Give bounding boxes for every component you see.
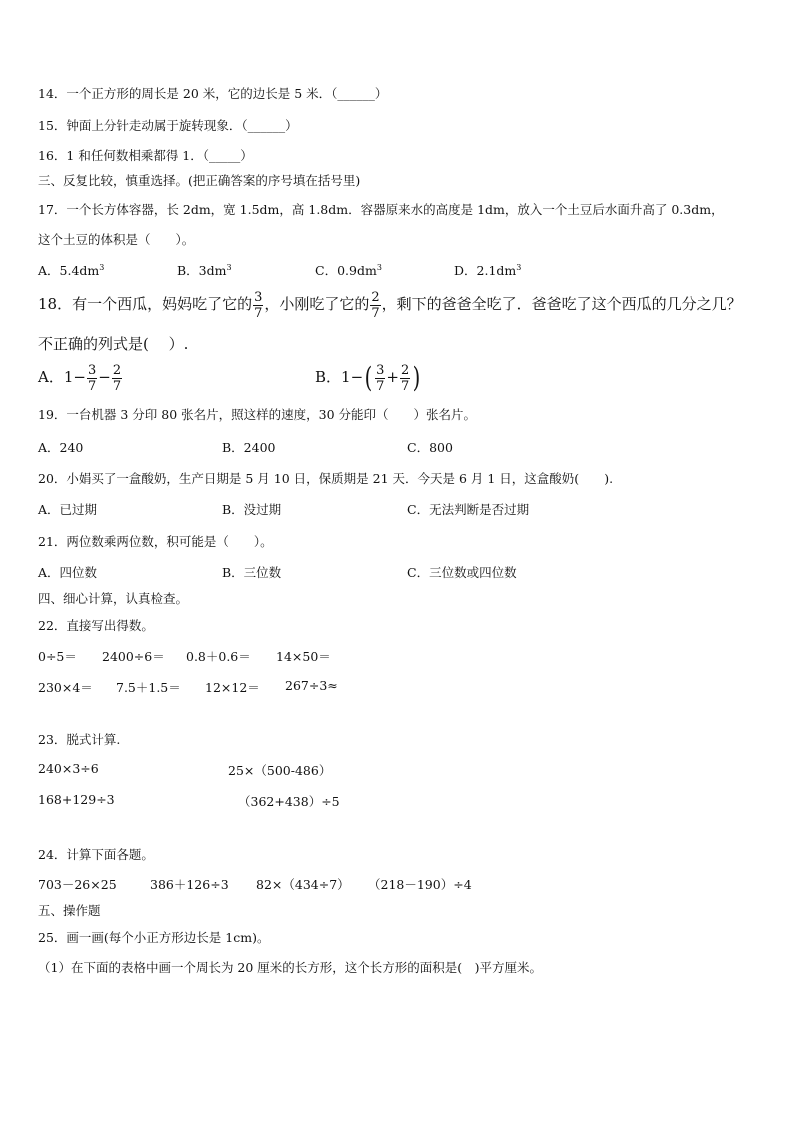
q17-option-d: D．$2.1dm^3$ [454, 263, 522, 278]
fraction-2-7: $\frac{2}{7}$ [371, 289, 380, 321]
question-16: 16．1 和任何数相乘都得 1．（_____） [38, 148, 253, 163]
question-17-line2: 这个土豆的体积是（ ）。 [38, 232, 195, 247]
q20-option-b: B．没过期 [222, 502, 282, 517]
q17-option-c: C．$0.9dm^3$ [315, 263, 382, 278]
question-18-line1: 18．有一个西瓜，妈妈吃了它的 $\frac{3}{7}$ ，小刚吃了它的 $\frac{2}{7}$ ，剩下的爸爸全吃了．爸爸吃了这个西瓜的几分之几？ [38, 289, 742, 321]
question-19-stem: 19．一台机器 3 分印 80 张名片，照这样的速度，30 分能印（ ）张名片。 [38, 407, 477, 422]
fraction-3-7: $\frac{3}{7}$ [254, 289, 263, 321]
q20-option-a: A．已过期 [38, 502, 98, 517]
q22-item: 0÷5＝ [38, 649, 77, 664]
q23-item: （362+438）÷5 [238, 794, 340, 809]
q22-item: 12×12＝ [205, 680, 260, 695]
question-14: 14．一个正方形的周长是 20 米，它的边长是 5 米．（______） [38, 86, 388, 101]
q23-item: 240×3÷6 [38, 761, 99, 776]
section-3-heading: 三、反复比较，慎重选择。(把正确答案的序号填在括号里) [38, 173, 361, 188]
q22-item: 14×50＝ [276, 649, 331, 664]
q22-item: 230×4＝ [38, 680, 93, 695]
q24-item: 703－26×25 [38, 877, 117, 892]
q22-item: 2400÷6＝ [102, 649, 165, 664]
question-17-line1: 17．一个长方体容器，长 2dm，宽 1.5dm，高 1.8dm．容器原来水的高度是 1dm，放入一个土豆后水面升高了 0.3dm， [38, 202, 724, 217]
q24-item: 82×（434÷7） [256, 877, 350, 892]
q19-option-b: B．2400 [222, 440, 276, 455]
section-5-heading: 五、操作题 [38, 903, 101, 918]
q21-option-b: B．三位数 [222, 565, 282, 580]
q22-item: 267÷3≈ [285, 678, 338, 693]
q24-item: （218－190）÷4 [368, 877, 472, 892]
question-15: 15．钟面上分针走动属于旋转现象．（______） [38, 118, 298, 133]
q19-option-c: C．800 [407, 440, 453, 455]
q23-item: 25×（500-486） [228, 763, 332, 778]
question-23-stem: 23．脱式计算. [38, 732, 121, 747]
q17-option-a: A．$5.4dm^3$ [38, 263, 105, 278]
question-21-stem: 21．两位数乘两位数，积可能是（ ）。 [38, 534, 273, 549]
question-24-stem: 24．计算下面各题。 [38, 847, 154, 862]
q21-option-a: A．四位数 [38, 565, 98, 580]
question-18-line2: 不正确的列式是( ）. [38, 335, 189, 353]
question-20-stem: 20．小娟买了一盒酸奶，生产日期是 5 月 10 日，保质期是 21 天．今天是 6 月 1 日，这盒酸奶( ). [38, 471, 614, 486]
question-22-stem: 22．直接写出得数。 [38, 618, 154, 633]
q19-option-a: A．240 [38, 440, 84, 455]
q21-option-c: C．三位数或四位数 [407, 565, 517, 580]
q22-item: 7.5＋1.5＝ [116, 680, 181, 695]
section-4-heading: 四、细心计算，认真检查。 [38, 591, 189, 606]
q17-option-b: B．$3dm^3$ [177, 263, 232, 278]
question-25-stem: 25．画一画(每个小正方形边长是 1cm)。 [38, 930, 270, 945]
q18-option-a: A．1− $\frac{3}{7}$ − $\frac{2}{7}$ [38, 362, 122, 394]
question-25-sub1: （1）在下面的表格中画一个周长为 20 厘米的长方形，这个长方形的面积是( )平方厘米。 [38, 960, 543, 975]
q22-item: 0.8＋0.6＝ [186, 649, 251, 664]
q23-item: 168+129÷3 [38, 792, 115, 807]
q20-option-c: C．无法判断是否过期 [407, 502, 530, 517]
q24-item: 386＋126÷3 [150, 877, 229, 892]
q18-option-b: B．1−( $\frac{3}{7}$ + $\frac{2}{7}$ ) [315, 361, 421, 394]
